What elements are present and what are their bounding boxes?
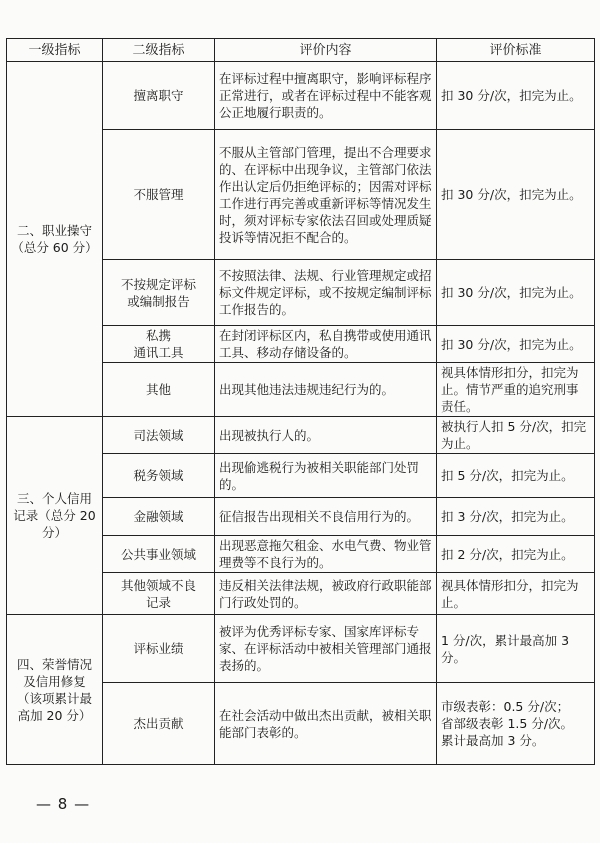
level2-indicator: 评标业绩	[103, 615, 215, 683]
evaluation-content: 出现其他违法违规违纪行为的。	[215, 363, 437, 417]
evaluation-content: 违反相关法律法规，被政府行政职能部门行政处罚的。	[215, 573, 437, 615]
table-row	[7, 615, 595, 683]
level2-indicator: 其他	[103, 363, 215, 417]
evaluation-standard: 市级表彰：0.5 分/次； 省部级表彰 1.5 分/次。 累计最高加 3 分。	[437, 683, 595, 765]
evaluation-content: 征信报告出现相关不良信用行为的。	[215, 498, 437, 536]
evaluation-standard: 被执行人扣 5 分/次，扣完为止。	[437, 417, 595, 454]
evaluation-table	[6, 38, 595, 765]
header-level1: 一级指标	[7, 39, 103, 62]
level2-indicator: 不服管理	[103, 130, 215, 260]
evaluation-content: 出现恶意拖欠租金、水电气费、物业管理费等不良行为的。	[215, 536, 437, 573]
evaluation-content: 出现偷逃税行为被相关职能部门处罚的。	[215, 454, 437, 498]
level1-indicator: 二、职业操守 （总分 60 分）	[7, 62, 103, 417]
table-body	[7, 62, 595, 765]
evaluation-standard: 扣 3 分/次，扣完为止。	[437, 498, 595, 536]
level2-indicator: 其他领域不良 记录	[103, 573, 215, 615]
evaluation-standard: 1 分/次，累计最高加 3 分。	[437, 615, 595, 683]
level1-indicator: 四、荣誉情况 及信用修复 （该项累计最 高加 20 分）	[7, 615, 103, 765]
level2-indicator: 不按规定评标 或编制报告	[103, 260, 215, 326]
evaluation-standard: 扣 30 分/次，扣完为止。	[437, 260, 595, 326]
level2-indicator: 擅离职守	[103, 62, 215, 130]
evaluation-content: 被评为优秀评标专家、国家库评标专家、在评标活动中被相关管理部门通报表扬的。	[215, 615, 437, 683]
evaluation-standard: 扣 30 分/次，扣完为止。	[437, 62, 595, 130]
level1-indicator: 三、个人信用 记录（总分 20 分）	[7, 417, 103, 615]
header-standard: 评价标准	[437, 39, 595, 62]
page-number: — 8 —	[36, 795, 91, 813]
evaluation-standard: 扣 5 分/次，扣完为止。	[437, 454, 595, 498]
header-content: 评价内容	[215, 39, 437, 62]
level2-indicator: 金融领域	[103, 498, 215, 536]
table-row	[7, 62, 595, 130]
evaluation-standard: 扣 2 分/次，扣完为止。	[437, 536, 595, 573]
evaluation-content: 出现被执行人的。	[215, 417, 437, 454]
header-level2: 二级指标	[103, 39, 215, 62]
evaluation-standard: 视具体情形扣分，扣完为止。情节严重的追究刑事责任。	[437, 363, 595, 417]
table-row	[7, 417, 595, 454]
evaluation-content: 不按照法律、法规、行业管理规定或招标文件规定评标，或不按规定编制评标工作报告的。	[215, 260, 437, 326]
level2-indicator: 司法领域	[103, 417, 215, 454]
evaluation-standard: 扣 30 分/次，扣完为止。	[437, 130, 595, 260]
evaluation-content: 在社会活动中做出杰出贡献，被相关职能部门表彰的。	[215, 683, 437, 765]
evaluation-content: 在评标过程中擅离职守，影响评标程序正常进行，或者在评标过程中不能客观公正地履行职责的。	[215, 62, 437, 130]
evaluation-standard: 视具体情形扣分，扣完为止。	[437, 573, 595, 615]
level2-indicator: 税务领域	[103, 454, 215, 498]
evaluation-content: 不服从主管部门管理，提出不合理要求的、在评标中出现争议，主管部门依法作出认定后仍拒绝评标的；因需对评标工作进行再完善或重新评标等情况发生时，须对评标专家依法召回或处理质疑投诉等情况拒不配合的。	[215, 130, 437, 260]
evaluation-content: 在封闭评标区内，私自携带或使用通讯工具、移动存储设备的。	[215, 326, 437, 363]
level2-indicator: 杰出贡献	[103, 683, 215, 765]
level2-indicator: 公共事业领域	[103, 536, 215, 573]
table-header-row	[7, 39, 595, 62]
level2-indicator: 私携 通讯工具	[103, 326, 215, 363]
evaluation-standard: 扣 30 分/次，扣完为止。	[437, 326, 595, 363]
